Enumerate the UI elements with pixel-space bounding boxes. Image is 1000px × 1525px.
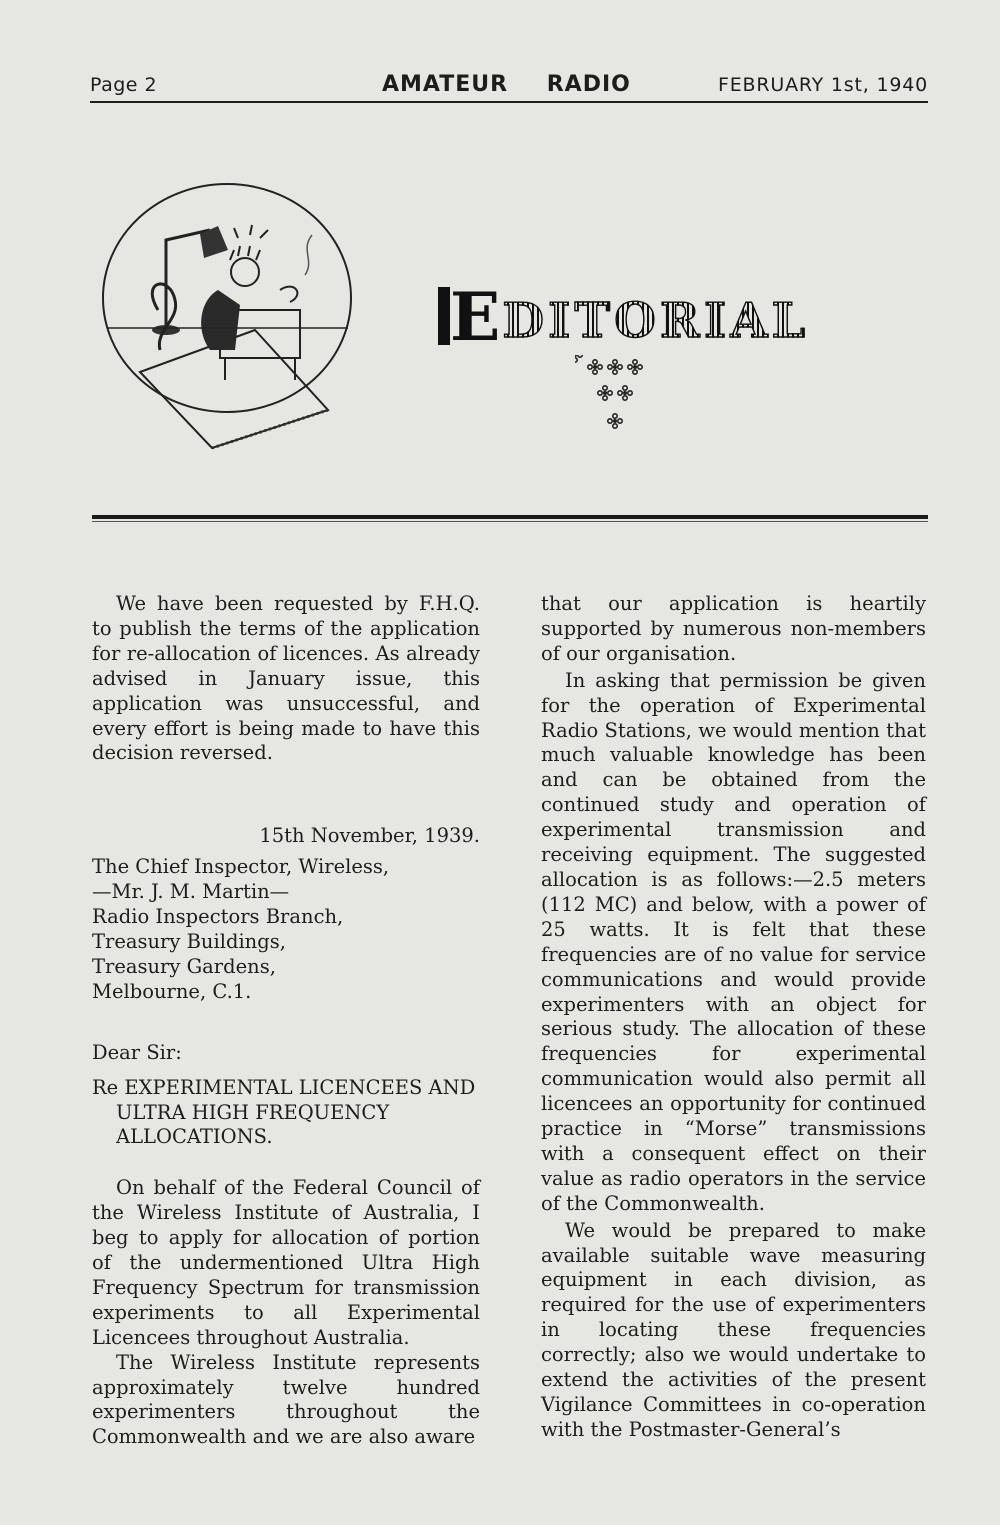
address-line: Treasury Buildings, [92,929,286,953]
heading-text: DITORIAL [502,293,810,349]
editorial-heading [438,285,810,349]
letter-date: 15th November, 1939. [259,824,480,848]
re-subject: Re EXPERIMENTAL LICENCEES AND ULTRA HIGH FREQUENCY ALLOCATIONS. [92,1075,476,1149]
page-number: Page 2 [90,74,158,96]
address-line: The Chief Inspector, Wireless, [92,855,390,879]
continued-paragraph: that our application is heartily supported by numerous non-members of our organisation. [541,592,926,665]
magazine-title: AMATEUR RADIO [382,72,631,97]
address-line: —Mr. J. M. Martin— [92,880,290,904]
address-line: Melbourne, C.1. [92,979,252,1003]
letter-paragraph: On behalf of the Federal Council of the Wireless Institute of Australia, I beg to apply for allocation of portion of the undermentioned Ultra High Frequency Spectrum for transmission experiments to all Experimental Licencees throughout Australia. [92,1176,480,1349]
section-rule-thin [92,521,928,522]
letter-paragraph: We would be prepared to make available suitable wave measuring equipment in each division, as required for the use of experimenters in locating these frequencies correctly; also we would undertake to extend the activities of the present Vigilance Committees in co-operation with the Postmaster-General’s [541,1218,926,1441]
address-line: Radio Inspectors Branch, [92,905,344,929]
running-header [90,72,928,102]
ornament-icon [575,355,655,440]
letter-address [92,855,480,1004]
issue-date: FEBRUARY 1st, 1940 [718,74,928,96]
radio-operator-illustration [100,180,355,455]
address-line: Treasury Gardens, [92,954,276,978]
left-column [92,592,480,1450]
right-column [541,592,926,1443]
header-rule [90,101,928,103]
salutation: Dear Sir: [92,1040,182,1064]
letter-paragraph: In asking that permission be given for the operation of Experimental Radio Stations, we would mention that much valuable knowledge has been and can be obtained from the continued study and operation of experimental transmission and receiving equipment. The suggested allocation is as follows:—2.5 meters (112 MC) and below, with a power of 25 watts. It is felt that these frequencies are of no value for service communications and would provide experimenters with an object for serious study. The allocation of these frequencies for experimental communication would also permit all licencees an opportunity for continued practice in “Morse” transmissions with a consequent effect on their value as radio operators in the service of the Commonwealth. [541,668,926,1215]
letter-paragraph: The Wireless Institute represents approximately twelve hundred experimenters throughout the Commonwealth and we are also aware [92,1350,480,1449]
intro-paragraph: We have been requested by F.H.Q. to publish the terms of the application for re-allocation of licences. As already advised in January issue, this application was unsuccessful, and every effort is being made to have this decision reversed. [92,592,480,765]
heading-initial: E [438,287,500,345]
section-rule-thick [92,515,928,519]
